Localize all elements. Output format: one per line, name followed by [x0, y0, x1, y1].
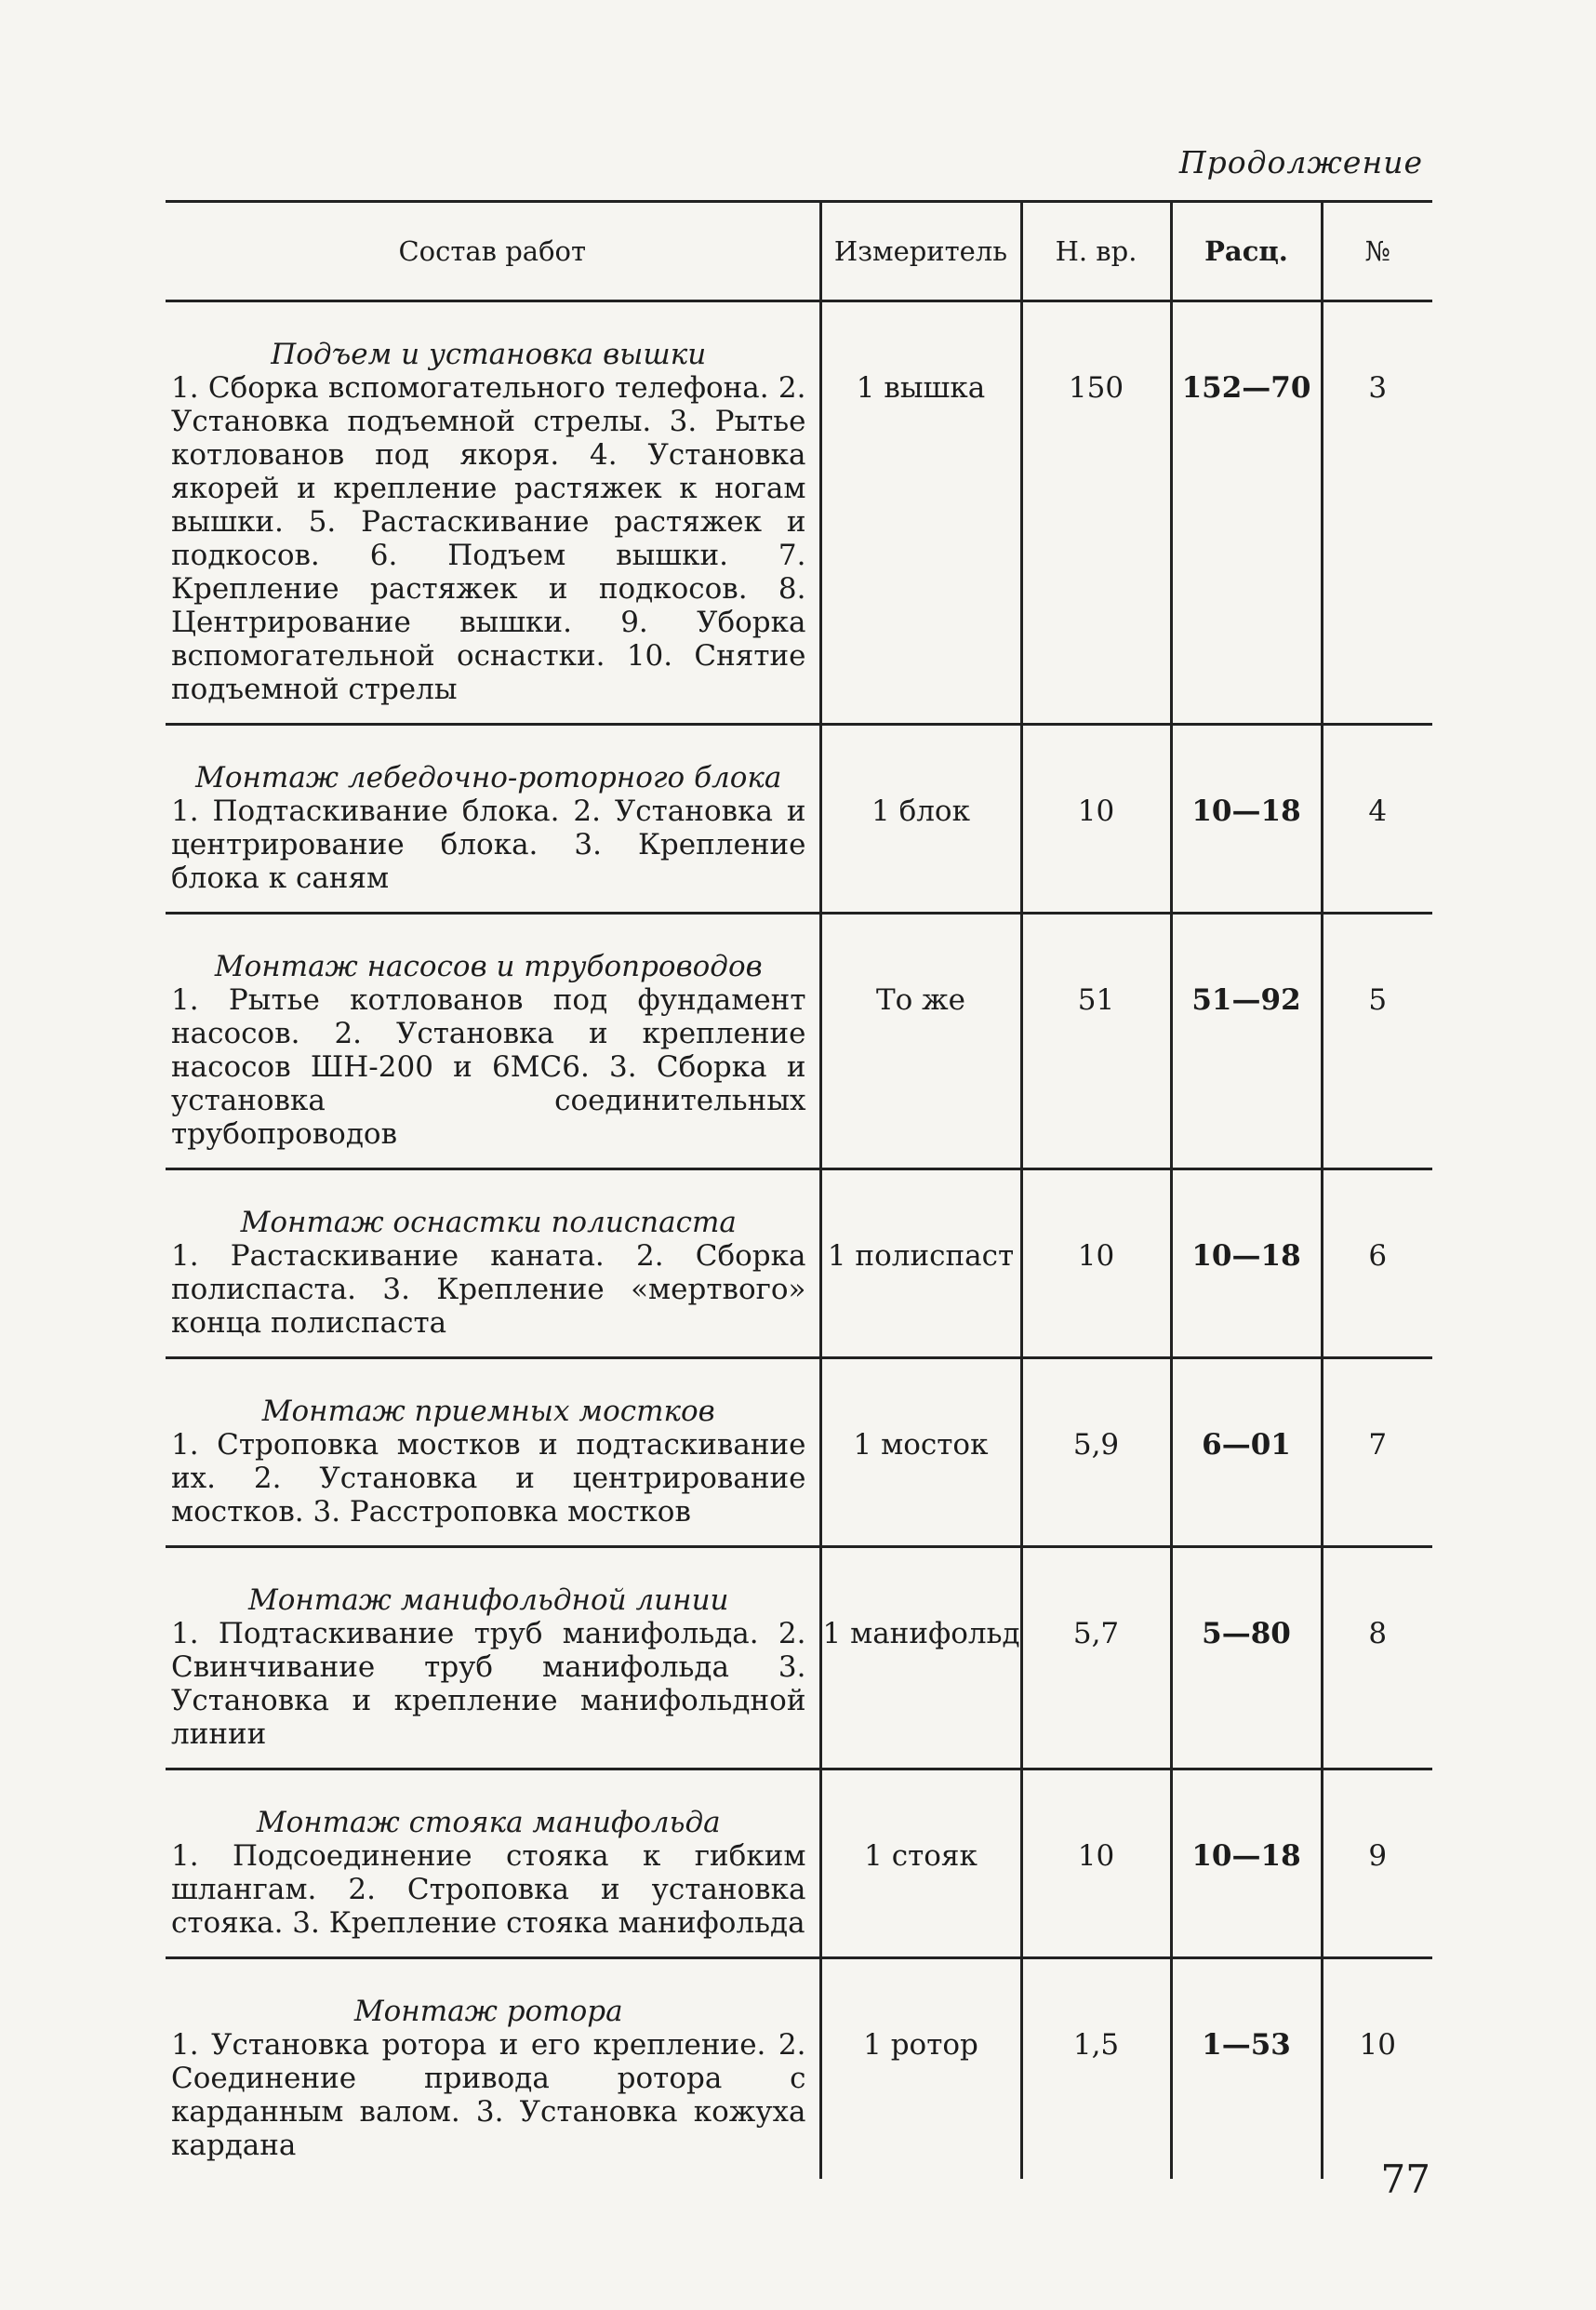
number-cell: 8	[1368, 1617, 1388, 1650]
number-cell: 10	[1359, 2028, 1396, 2062]
number-cell: 5	[1368, 983, 1388, 1017]
table-row	[166, 1769, 1432, 1958]
number-cell: 7	[1368, 1428, 1388, 1462]
rate-cell: 1—53	[1171, 1958, 1322, 2180]
work-description: 1. Растаскивание каната. 2. Сборка полиспаста. 3. Крепление «мертвого» конца полиспаста	[171, 1239, 806, 1340]
column-header-number: №	[1322, 202, 1432, 301]
work-description: 1. Подтаскивание труб манифольда. 2. Свинчивание труб манифольда 3. Установка и крепление манифольдной линии	[171, 1617, 806, 1751]
rate-cell: 152—70	[1171, 301, 1322, 725]
work-description: 1. Подтаскивание блока. 2. Установка и центрирование блока. 3. Крепление блока к саням	[171, 794, 806, 895]
rate-cell: 6—01	[1171, 1358, 1322, 1547]
rate-cell: 10—18	[1171, 725, 1322, 914]
measure-cell: 1 мосток	[820, 1358, 1021, 1547]
rate-cell: 10—18	[1171, 1169, 1322, 1358]
work-description: 1. Сборка вспомогательного телефона. 2. Установка подъемной стрелы. 3. Рытье котлованов под якоря. 4. Установка якорей и крепление растяжек к ногам вышки. 5. Растаскивание растяжек и подкосов. 6. Подъем вышки. 7. Крепление растяжек и подкосов. 8. Центрирование вышки. 9. Уборка вспомогательной оснастки. 10. Снятие подъемной стрелы	[171, 371, 806, 706]
rate-cell: 10—18	[1171, 1769, 1322, 1958]
measure-cell: 1 полиспаст	[820, 1169, 1021, 1358]
work-norms-table	[166, 200, 1432, 2179]
works-cell	[166, 914, 820, 1169]
column-header-works: Состав работ	[166, 202, 820, 301]
work-title: Монтаж насосов и трубопроводов	[214, 950, 763, 983]
table-row	[166, 914, 1432, 1169]
works-cell	[166, 301, 820, 725]
work-title: Подъем и установка вышки	[271, 338, 707, 371]
works-cell	[166, 1547, 820, 1769]
table-row	[166, 1358, 1432, 1547]
column-header-rate: Расц.	[1171, 202, 1322, 301]
measure-cell: 1 блок	[820, 725, 1021, 914]
table-row	[166, 1958, 1432, 2180]
work-description: 1. Рытье котлованов под фундамент насосов. 2. Установка и крепление насосов ШН-200 и 6МС6. 3. Сборка и установка соединительных трубопроводов	[171, 983, 806, 1151]
measure-cell: 1 вышка	[820, 301, 1021, 725]
norm-cell: 10	[1021, 1769, 1171, 1958]
number-cell: 3	[1368, 371, 1388, 405]
measure-cell: 1 стояк	[820, 1769, 1021, 1958]
measure-cell: То же	[820, 914, 1021, 1169]
table-row	[166, 1547, 1432, 1769]
measure-cell: 1 ротор	[820, 1958, 1021, 2180]
norm-cell: 10	[1021, 1169, 1171, 1358]
rate-cell: 5—80	[1171, 1547, 1322, 1769]
page-number: 77	[1380, 2156, 1430, 2202]
column-header-measure: Измеритель	[820, 202, 1021, 301]
table-row	[166, 725, 1432, 914]
work-title: Монтаж лебедочно-роторного блока	[195, 761, 782, 794]
rate-cell: 51—92	[1171, 914, 1322, 1169]
norm-cell: 1,5	[1021, 1958, 1171, 2180]
continuation-label: Продолжение	[1178, 144, 1423, 180]
works-cell	[166, 1169, 820, 1358]
works-cell	[166, 1769, 820, 1958]
measure-cell: 1 манифольд	[820, 1547, 1021, 1769]
work-description: 1. Установка ротора и его крепление. 2. Соединение привода ротора с карданным валом. 3. Установка кожуха кардана	[171, 2028, 806, 2162]
works-cell	[166, 725, 820, 914]
work-description: 1. Подсоединение стояка к гибким шлангам. 2. Строповка и установка стояка. 3. Крепление стояка манифольда	[171, 1839, 806, 1940]
number-cell: 4	[1368, 794, 1388, 828]
number-cell: 9	[1368, 1839, 1388, 1873]
work-title: Монтаж манифольдной линии	[247, 1583, 729, 1617]
column-header-norm: Н. вр.	[1021, 202, 1171, 301]
work-title: Монтаж оснастки полиспаста	[240, 1206, 737, 1239]
work-title: Монтаж ротора	[353, 1995, 623, 2028]
norm-cell: 51	[1021, 914, 1171, 1169]
works-cell	[166, 1358, 820, 1547]
norm-cell: 5,9	[1021, 1358, 1171, 1547]
norm-cell: 150	[1021, 301, 1171, 725]
work-description: 1. Строповка мостков и подтаскивание их. 2. Установка и центрирование мостков. 3. Расстроповка мостков	[171, 1428, 806, 1529]
norm-cell: 5,7	[1021, 1547, 1171, 1769]
norm-cell: 10	[1021, 725, 1171, 914]
table-header-row	[166, 202, 1432, 301]
work-title: Монтаж приемных мостков	[261, 1395, 715, 1428]
table-row	[166, 301, 1432, 725]
works-cell	[166, 1958, 820, 2180]
table-row	[166, 1169, 1432, 1358]
work-title: Монтаж стояка манифольда	[256, 1806, 721, 1839]
number-cell: 6	[1368, 1239, 1388, 1273]
